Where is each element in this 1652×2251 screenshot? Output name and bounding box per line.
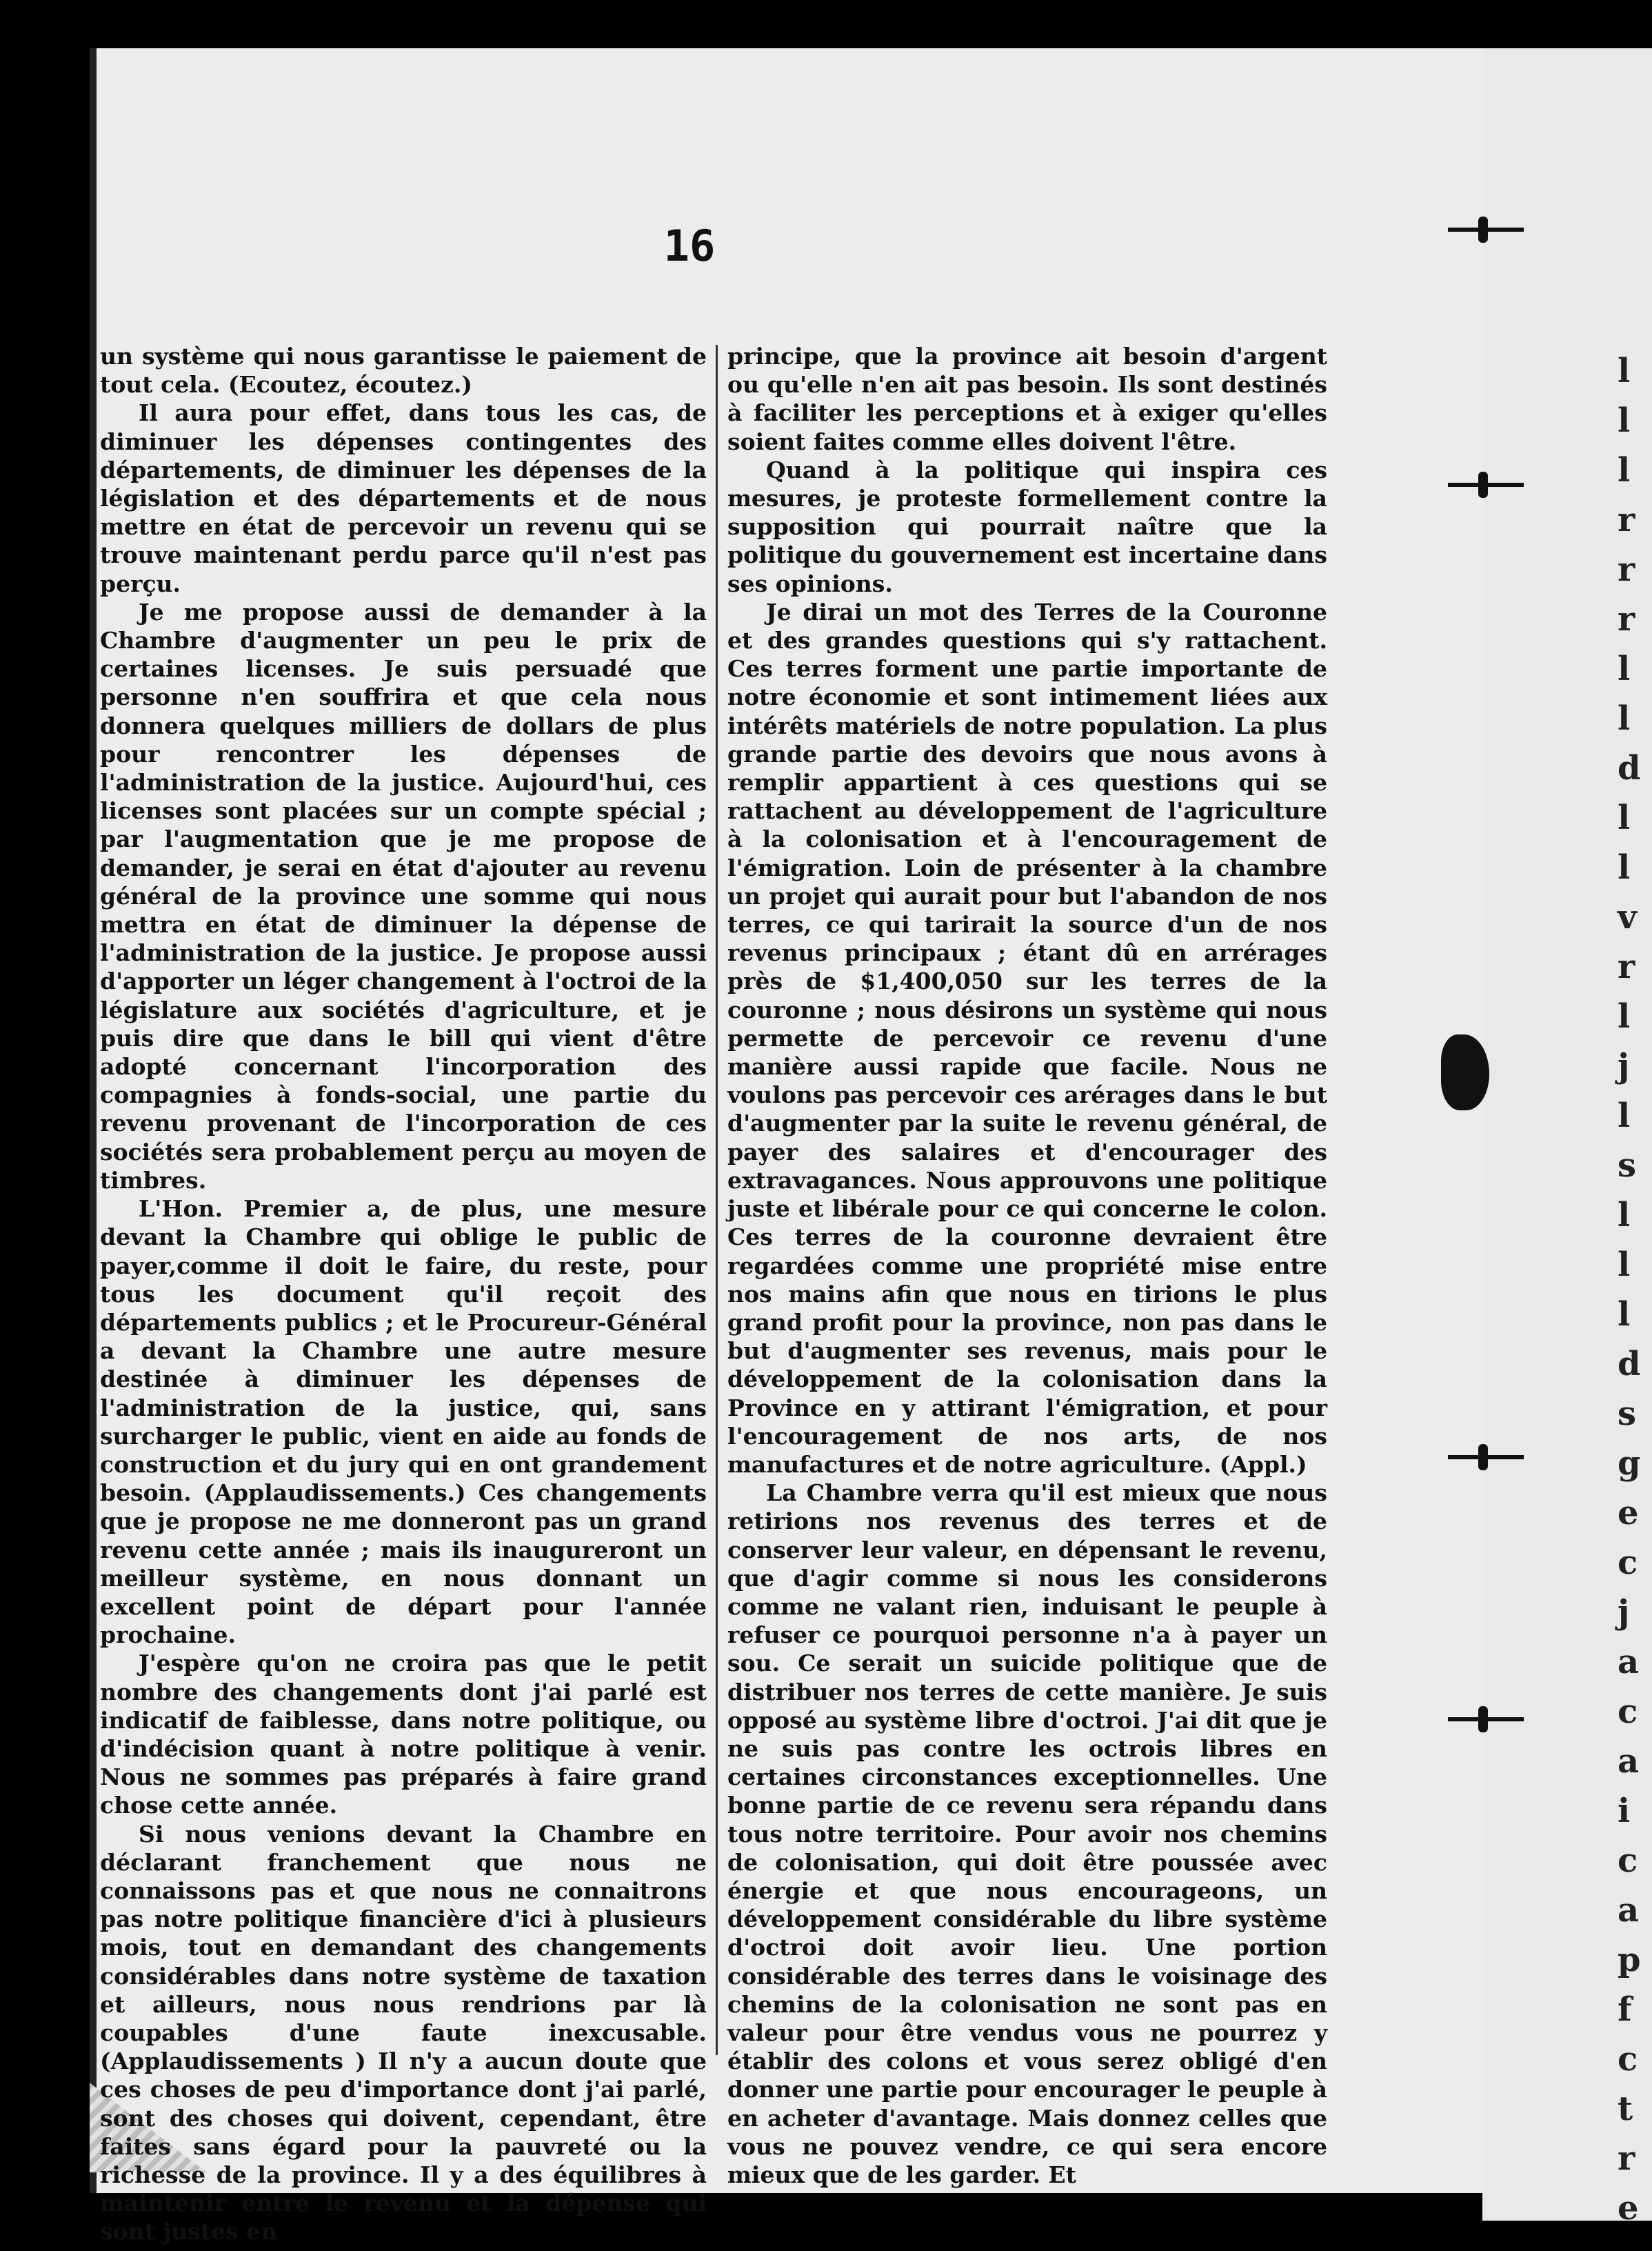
facing-page-fragment: a [1618, 1643, 1640, 1681]
facing-page-fragment: c [1618, 1692, 1638, 1731]
binding-pin [1448, 483, 1524, 487]
paragraph: Je me propose aussi de demander à la Chambre d'augmenter un peu le prix de certaines licenses. Je suis persuadé que personne n'en souffrira et que cela nous donnera quelques milliers de dollars de plus pour rencontrer les dépenses de l'administration de la justice. Aujourd'hui, ces licenses sont placées sur un compte spécial ; par l'augmentation que je me propose de demander, je serai en état d'ajouter au revenu général de la province une somme qui nous mettra en état de diminuer la dépense de l'administration de la justice. Je propose aussi d'apporter un léger changement à l'octroi de la législature aux sociétés d'agriculture, et je puis dire que dans le bill qui vient d'être adopté concernant l'incorporation des compagnies à fonds-social, une partie du revenu provenant de l'incorporation de ces sociétés sera probablement perçu au moyen de timbres. [100, 598, 707, 1194]
facing-page-fragment: c [1618, 1543, 1638, 1582]
facing-page-fragment: l [1618, 799, 1631, 837]
left-column [100, 342, 707, 2246]
facing-page-fragment: r [1618, 550, 1635, 589]
facing-page-fragment: d [1618, 1345, 1641, 1383]
facing-page-fragment: a [1618, 1891, 1640, 1930]
facing-page-fragment: v [1618, 898, 1637, 937]
facing-page-fragment: j [1618, 1593, 1630, 1632]
facing-page-fragment: l [1618, 352, 1631, 390]
facing-page-fragment: c [1618, 2040, 1638, 2079]
facing-page-fragment: r [1618, 2139, 1635, 2178]
facing-page-fragment: s [1618, 1394, 1637, 1433]
paragraph: La Chambre verra qu'il est mieux que nous retirions nos revenus des terres et de conserver leur valeur, en dépensant le revenu, que d'agir comme si nous les considerons comme ne valant rien, induisant le peuple à refuser ce pourquoi personne n'a à payer un sou. Ce serait un suicide politique que de distribuer nos terres de cette manière. Je suis opposé au système libre d'octroi. J'ai dit que je ne suis pas contre les octrois libres en certaines circonstances exceptionnelles. Une bonne partie de ce revenu sera répandu dans tous notre territoire. Pour avoir nos chemins de colonisation, qui doit être poussée avec énergie et que nous encourageons, un développement considérable du libre système d'octroi doit avoir lieu. Une portion considérable des terres dans le voisinage des chemins de la colonisation ne sont pas en valeur pour être vendus vous ne pourrez y établir des colons et vous serez obligé d'en donner une partie pour encourager le peuple à en acheter d'avantage. Mais donnez celles que vous ne pouvez vendre, ce qui sera encore mieux que de les garder. Et [727, 1479, 1327, 2188]
binding-pin [1448, 1717, 1524, 1721]
facing-page-fragment: l [1618, 1196, 1631, 1234]
facing-page-edge [1482, 48, 1652, 2221]
binding-pin [1448, 1455, 1524, 1459]
facing-page-fragment: l [1618, 401, 1631, 440]
facing-page-fragment: c [1618, 1841, 1638, 1880]
facing-page-fragment: s [1618, 1146, 1637, 1185]
facing-page-fragment: l [1618, 1097, 1631, 1135]
facing-page-fragment: p [1618, 1941, 1641, 1979]
facing-page-fragment: a [1618, 1742, 1640, 1781]
paragraph: Quand à la politique qui inspira ces mesures, je proteste formellement contre la supposition qui pourrait naître que la politique du gouvernement est incertaine dans ses opinions. [727, 456, 1327, 597]
paragraph: un système qui nous garantisse le paiement de tout cela. (Ecoutez, écoutez.) [100, 343, 707, 399]
binding-pin [1448, 228, 1524, 232]
paragraph: Si nous venions devant la Chambre en déclarant franchement que nous ne connaissons pas et que nous ne connaitrons pas notre politique financière d'ici à plusieurs mois, tout en demandant des changements considérables dans notre système de taxation et ailleurs, nous nous rendrions par là coupables d'une faute inexcusable. (Applaudissements ) Il n'y a aucun doute que ces choses de peu d'importance dont j'ai parlé, sont des choses qui doivent, cependant, être faites sans égard pour la pauvreté ou la richesse de la province. Il y a des équilibres à maintenir entre le revenu et la dépense qui sont justes en [100, 1820, 707, 2245]
facing-page-fragment: r [1618, 948, 1635, 986]
facing-page-fragment: e [1618, 1494, 1639, 1532]
facing-page-fragment: l [1618, 699, 1631, 738]
facing-page-fragment: i [1618, 1792, 1631, 1830]
right-column [727, 342, 1327, 2189]
facing-page-fragment: l [1618, 997, 1631, 1036]
facing-page-fragment: l [1618, 848, 1631, 887]
ink-smudge [1441, 1034, 1489, 1110]
facing-page-fragment: l [1618, 1245, 1631, 1284]
paragraph: L'Hon. Premier a, de plus, une mesure devant la Chambre qui oblige le public de payer,comme il doit le faire, du reste, pour tous les document qu'il reçoit des départements publics ; et le Procureur-Général a devant la Chambre une autre mesure destinée à diminuer les dépenses de l'administration de la justice, qui, sans surcharger le public, vient en aide au fonds de construction et du jury qui en ont grandement besoin. (Applaudissements.) Ces changements que je propose ne me donneront pas un grand revenu cette année ; mais ils inaugureront un meilleur système, en nous donnant un excellent point de départ pour l'année prochaine. [100, 1195, 707, 1649]
facing-page-fragment: l [1618, 451, 1631, 490]
facing-page-fragment: f [1618, 1990, 1632, 2029]
facing-page-fragment: j [1618, 1047, 1630, 1086]
paragraph: J'espère qu'on ne croira pas que le petit nombre des changements dont j'ai parlé est indicatif de faiblesse, dans notre politique, ou d'indécision quant à notre politique à venir. Nous ne sommes pas préparés à faire grand chose cette année. [100, 1650, 707, 1819]
facing-page-fragment: g [1618, 1444, 1641, 1483]
facing-page-fragment: l [1618, 1295, 1631, 1334]
paragraph: principe, que la province ait besoin d'argent ou qu'elle n'en ait pas besoin. Ils sont destinés à faciliter les perceptions et à exiger qu'elles soient faites comme elles doivent l'être. [727, 343, 1327, 455]
facing-page-fragment: r [1618, 501, 1635, 539]
page-number: 16 [663, 221, 716, 271]
paragraph: Il aura pour effet, dans tous les cas, de diminuer les dépenses contingentes des départements, de diminuer les dépenses de la législation et des départements et de nous mettre en état de percevoir un revenu qui se trouve maintenant perdu parce qu'il n'est pas perçu. [100, 399, 707, 597]
facing-page-fragment: r [1618, 600, 1635, 639]
paragraph: Je dirai un mot des Terres de la Couronne et des grandes questions qui s'y rattachent. Ces terres forment une partie importante de notre économie et sont intimement liées aux intérêts matériels de notre population. La plus grande partie des devoirs que nous avons à remplir appartient à ces questions qui se rattachent au développement de l'agriculture à la colonisation et à l'encouragement de l'émigration. Loin de présenter à la chambre un projet qui aurait pour but l'abandon de nos terres, ce qui tarirait la source d'un de nos revenus principaux ; étant dû en arrérages près de $1,400,050 sur les terres de la couronne ; nous désirons un système qui nous permette de percevoir ce revenu d'une manière aussi rapide que facile. Nous ne voulons pas percevoir ces arérages dans le but d'augmenter par la suite le revenu général, de payer des salaires et d'encourager des extravagances. Nous approuvons une politique juste et libérale pour ce qui concerne le colon. Ces terres de la couronne devraient être regardées comme une propriété mise entre nos mains afin que nous en tirions le plus grand profit pour la province, non pas dans le but d'augmenter ses revenus, mais pour le développement de la colonisation dans la Province en y attirant l'émigration, et pour l'encouragement de nos arts, de nos manufactures et de notre agriculture. (Appl.) [727, 598, 1327, 1478]
facing-page-fragment: t [1618, 2090, 1633, 2128]
facing-page-fragment: d [1618, 749, 1641, 788]
column-divider [716, 345, 718, 2055]
facing-page-fragment: e [1618, 2189, 1639, 2221]
facing-page-fragment: l [1618, 650, 1631, 688]
